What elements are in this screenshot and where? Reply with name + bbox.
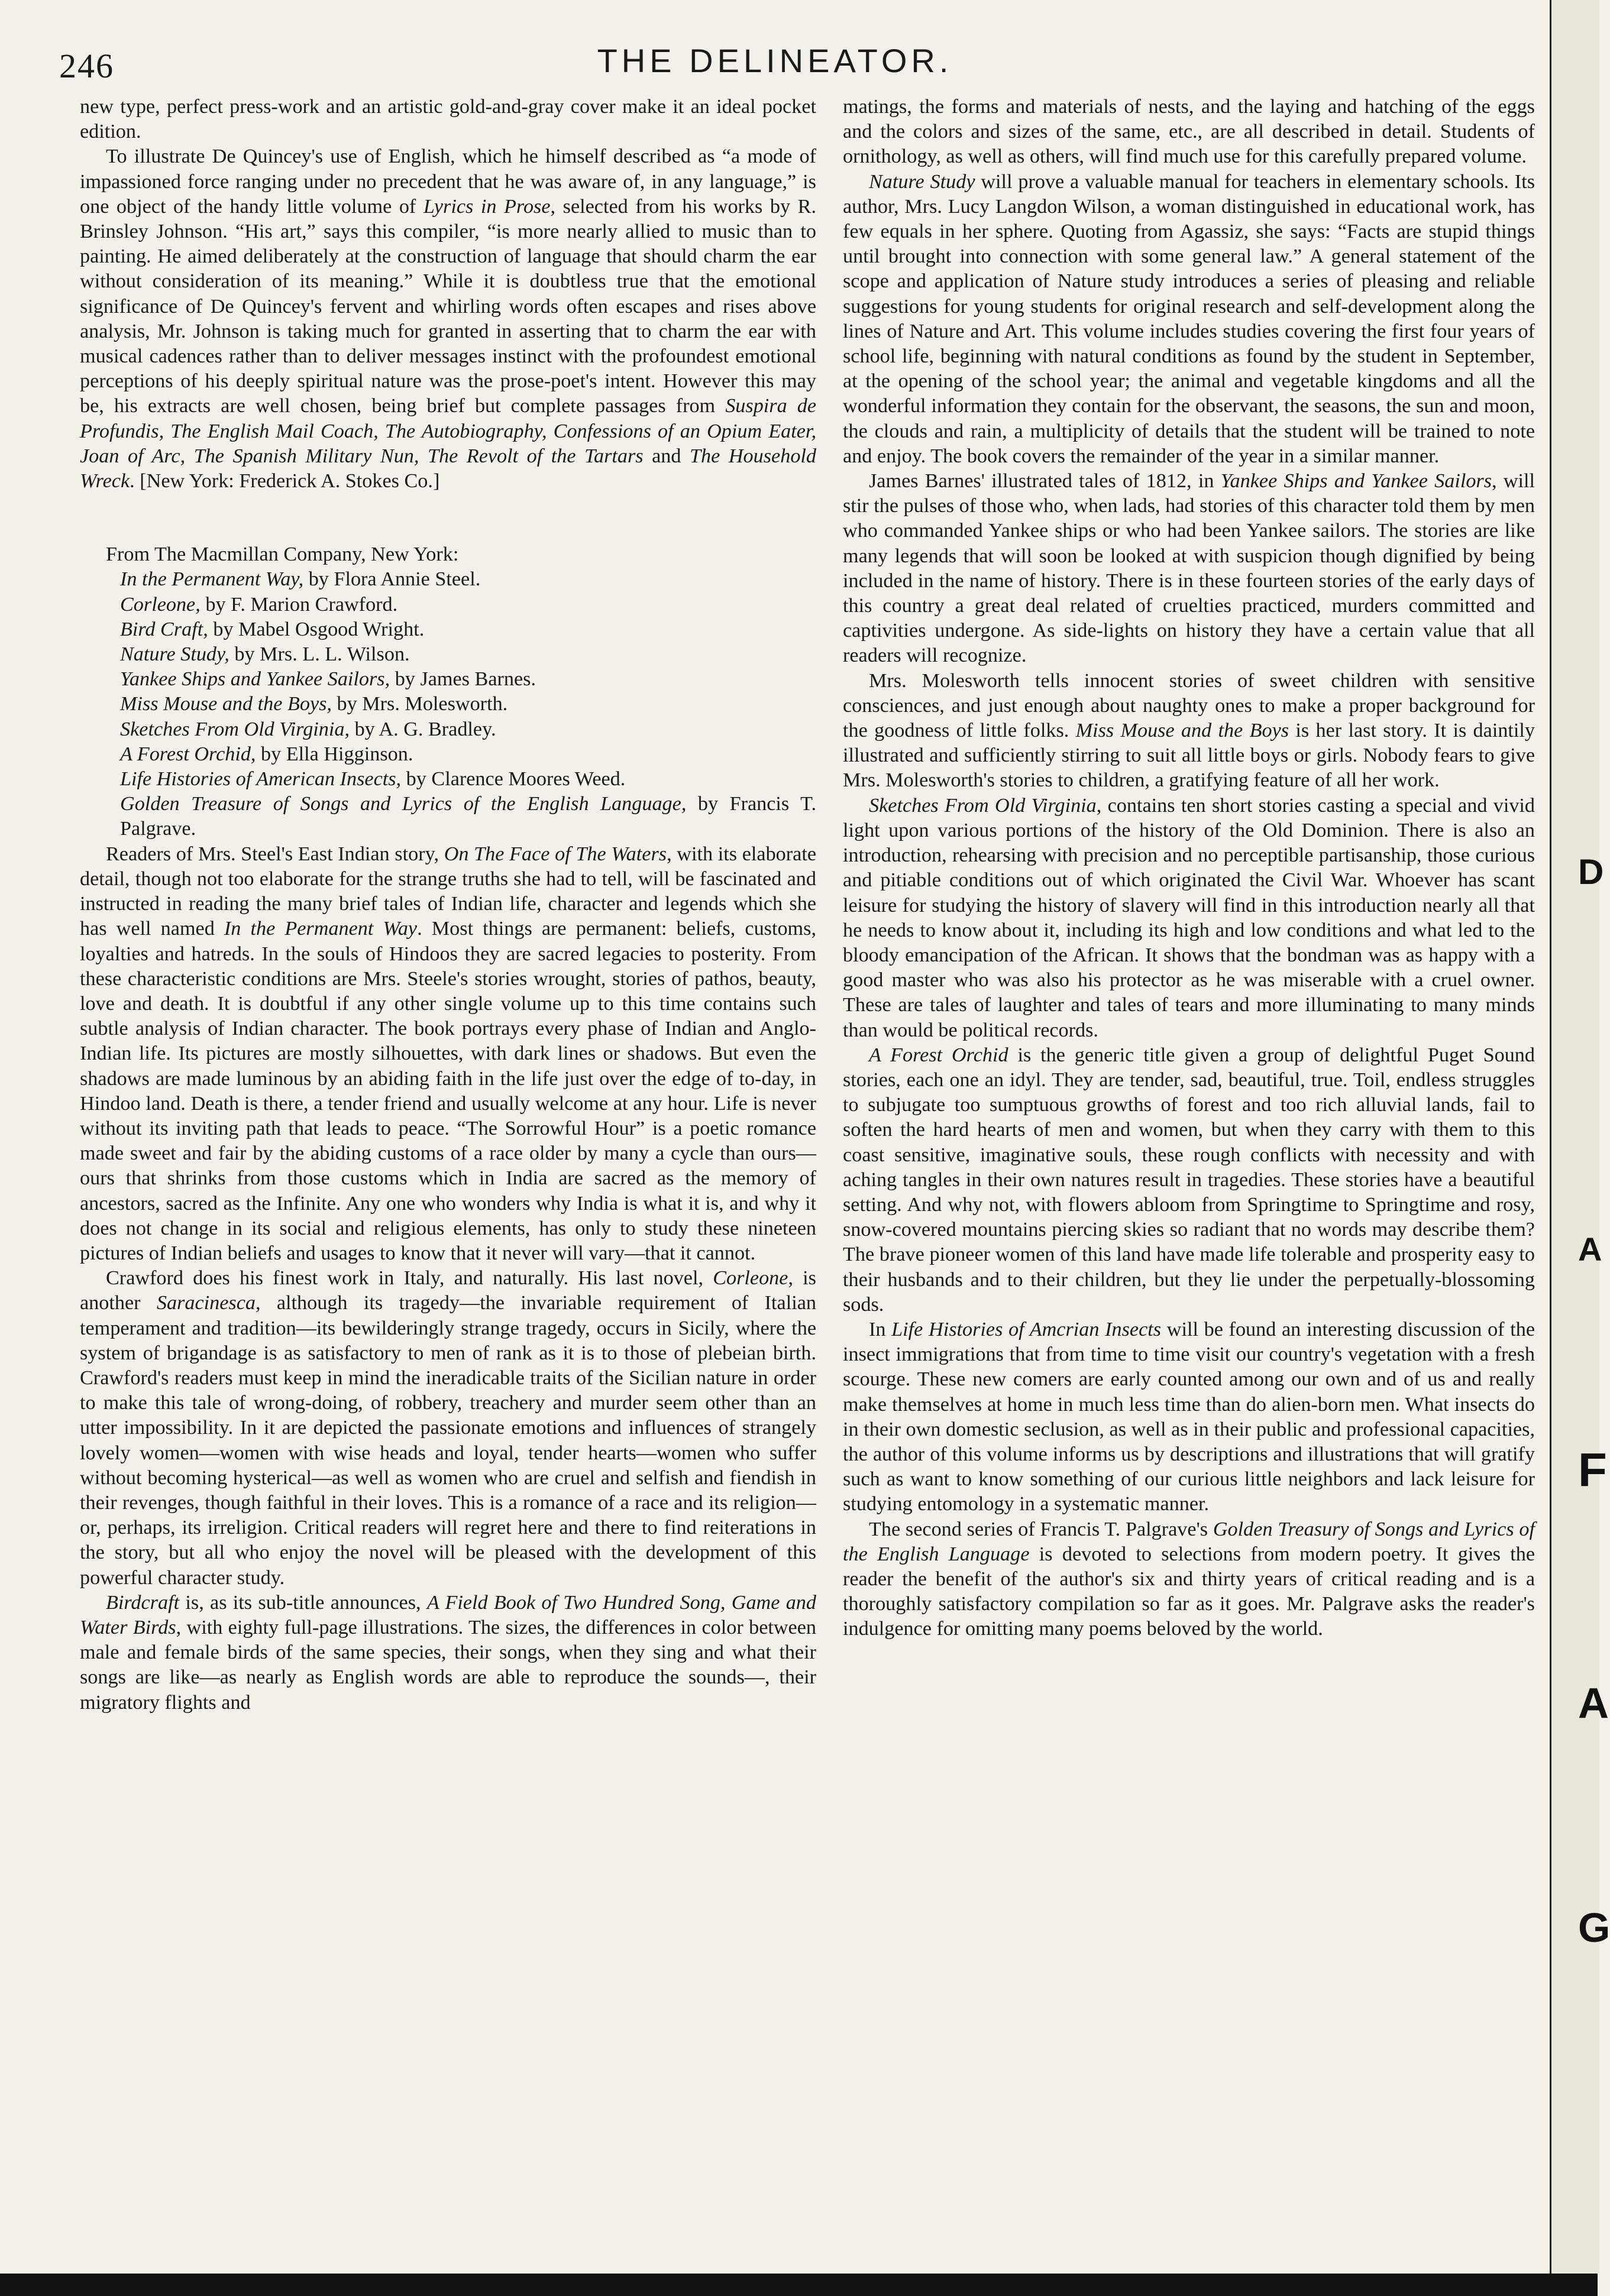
right-column xyxy=(843,95,1535,1642)
paragraph: A Forest Orchid is the generic title given a group of delightful Puget Sound stories, each one an idyl. They are tender, sad, beautiful, true. Toil, endless struggles to subjugate too sumptuous growths of forest and too rich alluvial lands, fail to soften the hard hearts of men and women, but when they carry with them to this coast sensitive, imaginative souls, these rough conflicts with necessity and with aching tangles in their own natures result in tragedies. These stories have a beautiful setting. And why not, with flowers abloom from Springtime to Springtime and rosy, snow-covered mountains piercing skies so radiant that no words may describe them? The brave pioneer women of this land have made life tolerable and prosperity easy to their husbands and to their children, but they lie under the perpetually-blossoming sods. xyxy=(843,1044,1535,1316)
edge-fragment: A xyxy=(1578,1680,1609,1727)
paragraph: Crawford does his finest work in Italy, and naturally. His last novel, Corleone, is another Saracinesca, although its tragedy—the invariable requirement of Italian temperament and tradition—its bewilderingly strange tragedy, occurs in Sicily, where the system of brigandage is as satisfactory to men of rank as it is to those of plebeian birth. Crawford's readers must keep in mind the ineradicable traits of the Sicilian nature in order to make this tale of wrong-doing, of robbery, treachery and murder seem other than an utter impossibility. In it are depicted the passionate emotions and influences of strangely lovely women—women with wise heads and loyal, tender hearts—women who suffer without becoming hysterical—as well as women who are cruel and selfish and fiendish in their revenges, though faithful in their loves. This is a romance of a race and its religion—or, perhaps, its irreligion. Critical readers will regret here and there to find reiterations in the story, but all who enjoy the novel will be pleased with the development of this powerful character study. xyxy=(80,1267,816,1589)
list-item: Sketches From Old Virginia, by A. G. Bradley. xyxy=(120,718,496,740)
list-item: Golden Treasure of Songs and Lyrics of the English Language, by Francis T. Palgrave. xyxy=(120,793,816,840)
left-column xyxy=(80,95,816,1715)
paragraph: Nature Study will prove a valuable manual for teachers in elementary schools. Its author, Mrs. Lucy Langdon Wilson, a woman distinguished in educational work, has few equals in her sphere. Quoting from Agassiz, she says: “Facts are stupid things until brought into connection with some general law.” A general statement of the scope and application of Nature study introduces a series of pleasing and reliable suggestions for young students for original research and self-development along the lines of Nature and Art. This volume includes studies covering the first four years of school life, beginning with natural conditions as found by the student in September, at the opening of the school year; the animal and vegetable kingdoms and all the wonderful information they contain for the observant, the seasons, the sun and moon, the clouds and rain, a multiplicity of details that the student will be trained to note and enjoy. The book covers the remainder of the year in a similar manner. xyxy=(843,170,1535,467)
running-title: THE DELINEATOR. xyxy=(597,42,953,79)
edge-fragment: G xyxy=(1578,1905,1610,1951)
paragraph: James Barnes' illustrated tales of 1812, in Yankee Ships and Yankee Sailors, will stir the pulses of those who, when lads, had stories of this character told them by men who commanded Yankee ships or who had been Yankee sailors. The stories are like many legends that will soon be looked at with suspicion though dignified by being included in the name of history. There is in these fourteen stories of the early days of this country a great deal related of cruelties practiced, murders committed and captivities undergone. As side-lights on history they have a certain value that all readers will recognize. xyxy=(843,470,1535,667)
paragraph: To illustrate De Quincey's use of English, which he himself described as “a mode of impassioned force ranging under no precedent that he was aware of, in any language,” is one object of the handy little volume of Lyrics in Prose, selected from his works by R. Brinsley Johnson. “His art,” says this compiler, “is more nearly allied to music than to painting. He aimed deliberately at the construction of language that should charm the ear without consideration of its meaning.” While it is doubtless true that the emotional significance of De Quincey's fervent and whirling words often escapes and rises above analysis, Mr. Johnson is taking much for granted in asserting that to charm the ear with musical cadences rather than to deliver messages instinct with the profoundest emotional perceptions of his deeply spiritual nature was the prose-poet's intent. However this may be, his extracts are well chosen, being brief but complete passages from Suspira de Profundis, The English Mail Coach, The Autobiography, Confessions of an Opium Eater, Joan of Arc, The Spanish Military Nun, The Revolt of the Tartars and The Household Wreck. [New York: Frederick A. Stokes Co.] xyxy=(80,145,817,493)
list-item: A Forest Orchid, by Ella Higginson. xyxy=(120,743,413,765)
edge-fragment: F xyxy=(1578,1443,1607,1496)
list-item: Bird Craft, by Mabel Osgood Wright. xyxy=(120,618,425,640)
paragraph: Readers of Mrs. Steel's East Indian story, On The Face of The Waters, with its elaborate detail, though not too elaborate for the strange truths she had to tell, will be fascinated and instructed in reading the many brief tales of Indian life, character and legends which she has well named In the Permanent Way. Most things are permanent: beliefs, customs, loyalties and hatreds. In the souls of Hindoos they are sacred legacies to posterity. From these characteristic conditions are Mrs. Steele's stories wrought, stories of pathos, beauty, love and death. It is doubtful if any other single volume up to this time contains such subtle analysis of Indian character. The book portrays every phase of Indian and Anglo-Indian life. Its pictures are mostly silhouettes, with dark lines or shadows. But even the shadows are made luminous by an abiding faith in the life just over the edge of to-day, in Hindoo land. Death is there, a tender friend and usually welcome at any hour. Life is never without its inviting path that leads to peace. “The Sorrowful Hour” is a poetic romance made sweet and fair by the abiding customs of a race older by many a cycle than ours—ours that shrinks from those customs which in India are sacred as the memory of ancestors, sacred as the Infinite. Any one who wonders why India is what it is, and why it does not change in its social and religious elements, has only to study these nineteen pictures of Indian beliefs and usages to know that it never will vary—that it cannot. xyxy=(80,843,817,1264)
paragraph: Mrs. Molesworth tells innocent stories of sweet children with sensitive consciences, and just enough about naughty ones to make a proper background for the goodness of little folks. Miss Mouse and the Boys is her last story. It is daintily illustrated and sufficiently stirring to suit all little boys or girls. Nobody fears to give Mrs. Molesworth's stories to children, a gratifying feature of all her work. xyxy=(843,669,1535,792)
list-item: Nature Study, by Mrs. L. L. Wilson. xyxy=(120,643,410,666)
list-item: Life Histories of American Insects, by Clarence Moores Weed. xyxy=(120,768,626,791)
paragraph: The second series of Francis T. Palgrave's Golden Treasury of Songs and Lyrics of the English Language is devoted to selections from modern poetry. It gives the reader the benefit of the author's six and thirty years of critical reading and is a thoroughly satisfactory compilation so far as it goes. Mr. Palgrave asks the reader's indulgence for omitting many poems beloved by the world. xyxy=(843,1518,1535,1640)
paragraph: new type, perfect press-work and an artistic gold-and-gray cover make it an ideal pocket edition. xyxy=(80,96,816,143)
paragraph: In Life Histories of Amcrian Insects will be found an interesting discussion of the insect immigrations that from time to time visit our country's vegetation with a fresh scourge. These new comers are early counted among our own and of us and really make themselves at home in much less time than do alien-born men. What insects do in their own domestic seclusion, as well as in their public and professional capacities, the author of this volume informs us by descriptions and illustrations that will gratify such as want to know something of our curious little neighbors and lack leisure for studying entomology in a systematic manner. xyxy=(843,1318,1535,1515)
list-item: Corleone, by F. Marion Crawford. xyxy=(120,593,398,616)
list-item: In the Permanent Way, by Flora Annie Steel. xyxy=(120,568,481,591)
scan-border xyxy=(0,2274,1598,2296)
paragraph: matings, the forms and materials of nests, and the laying and hatching of the eggs and the colors and sizes of the same, etc., are all described in detail. Students of ornithology, as well as others, will find much use for this carefully prepared volume. xyxy=(843,96,1535,168)
edge-fragment: D xyxy=(1578,852,1604,892)
book-list xyxy=(80,567,816,841)
paragraph: Sketches From Old Virginia, contains ten short stories casting a special and vivid light upon various portions of the history of the Old Dominion. There is also an introduction, rehearsing with precision and no perceptible partisanship, those curious and pitiable conditions out of which originated the Civil War. Whoever has scant leisure for studying the history of slavery will find in this introduction nearly all that he needs to know about it, including its high and low conditions and what led to the bloody emancipation of the African. It shows that the bondman was as happy with a good master who was also his protector as he was miserable with a cruel owner. These are tales of laughter and tales of tears and more illuminating to many minds than would be political records. xyxy=(843,794,1535,1041)
edge-fragment: A xyxy=(1578,1230,1602,1268)
page-number: 246 xyxy=(59,47,114,85)
list-item: Miss Mouse and the Boys, by Mrs. Molesworth. xyxy=(120,693,508,715)
paragraph: Birdcraft is, as its sub-title announces, A Field Book of Two Hundred Song, Game and Water Birds, with eighty full-page illustrations. The sizes, the differences in color between male and female birds of the same species, their songs, when they sing and what their songs are like—as nearly as English words are able to reproduce the sounds—, their migratory flights and xyxy=(80,1591,816,1714)
list-item: Yankee Ships and Yankee Sailors, by James Barnes. xyxy=(120,668,536,691)
list-heading: From The Macmillan Company, New York: xyxy=(106,543,459,566)
